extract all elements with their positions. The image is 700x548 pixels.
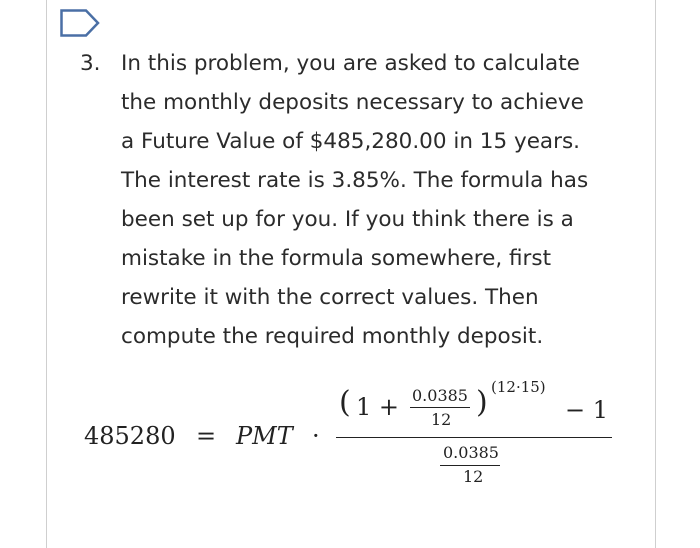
formula-open-paren: (	[339, 385, 351, 420]
formula-denominator-numerator: 0.0385	[443, 443, 499, 462]
formula-inner-numerator: 0.0385	[412, 386, 468, 405]
problem-line: In this problem, you are asked to calculate	[121, 51, 580, 76]
problem-line: a Future Value of $485,280.00 in 15 years.	[121, 129, 580, 154]
formula-close-paren: )	[476, 385, 488, 420]
problem-line: compute the required monthly deposit.	[121, 324, 544, 349]
formula-exponent: (12·15)	[491, 378, 546, 396]
formula-equals: =	[196, 422, 217, 450]
formula-minus-one: − 1	[565, 396, 609, 424]
problem-line: The interest rate is 3.85%. The formula has	[121, 168, 589, 193]
formula-inner-fraction-bar	[410, 407, 470, 408]
formula-lhs: 485280	[84, 422, 176, 450]
formula-denominator-denominator: 12	[463, 467, 484, 486]
formula-main-fraction-bar	[336, 437, 612, 438]
formula-dot: ·	[312, 422, 320, 450]
formula-one-plus: 1 +	[356, 393, 400, 421]
formula-pmt: PMT	[236, 422, 293, 450]
problem-line: mistake in the formula somewhere, first	[121, 246, 551, 271]
problem-line: been set up for you. If you think there is a	[121, 207, 574, 232]
problem-number: 3.	[80, 51, 101, 76]
problem-line: rewrite it with the correct values. Then	[121, 285, 539, 310]
formula-inner-denominator: 12	[431, 410, 452, 429]
problem-line: the monthly deposits necessary to achieve	[121, 90, 584, 115]
